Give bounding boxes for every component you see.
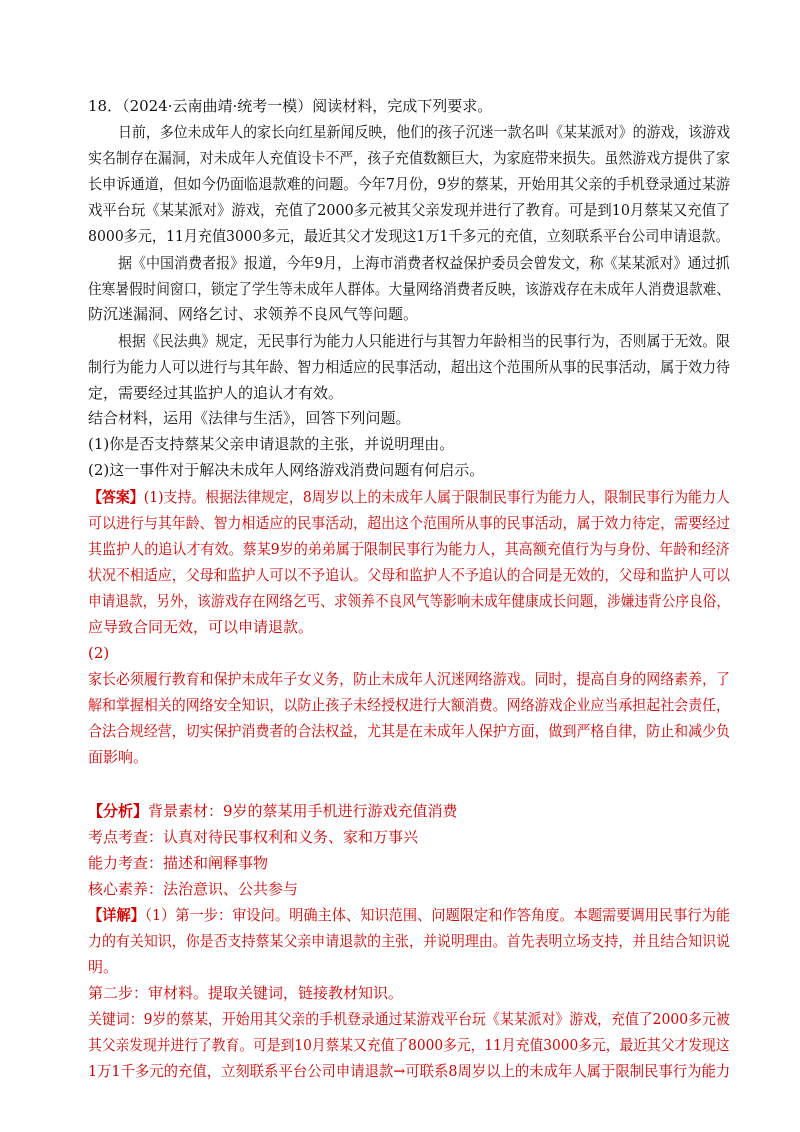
material-line: 定，需要经过其监护人的追认才有效。	[88, 384, 344, 402]
material-line: 制行为能力人可以进行与其年龄、智力相适应的民事活动，超出这个范围所从事的民事活动，属于效力待	[88, 358, 730, 376]
material-line: 防沉迷漏洞、网络乞讨、求领养不良风气等问题。	[88, 305, 419, 323]
analysis-line	[88, 801, 458, 821]
answer-line: 解和掌握相关的网络安全知识，以防止孩子未经授权进行大额消费。网络游戏企业应当承担起社会责任，	[88, 696, 730, 714]
material-line: 长申诉通道，但如今仍面临退款难的问题。今年7月份，9岁的蔡某，开始用其父亲的手机登录通过某游	[88, 175, 731, 193]
answer-line: 其监护人的追认才有效。蔡某9岁的弟弟属于限制民事行为能力人，其高额充值行为与身份、年龄和经济	[88, 540, 730, 558]
analysis-background: 背景素材：9岁的蔡某用手机进行游戏充值消费	[148, 802, 458, 820]
detail-step2: 第二步：审材料。提取关键词，链接教材知识。	[88, 984, 404, 1002]
detail-keywords-line: 1万1千多元的充值，立刻联系平台公司申请退款→可联系8周岁以上的未成年人属于限制民事行为能力	[88, 1062, 731, 1080]
material-line: 戏平台玩《某某派对》游戏，充值了2000多元被其父亲发现并进行了教育。可是到10月蔡某又充值了	[88, 201, 731, 219]
answer-line: 状况不相适应，父母和监护人可以不予追认。父母和监护人不予追认的合同是无效的，父母和监护人可以	[88, 566, 730, 584]
material-line: 8000多元，11月充值3000多元，最近其父才发现这1万1千多元的充值，立刻联系平台公司申请退款。	[88, 227, 730, 245]
answer-line: 申请退款，另外，该游戏存在网络乞丐、求领养不良风气等影响未成年健康成长问题，涉嫌违背公序良俗，	[88, 592, 730, 610]
analysis-nengli: 能力考查：描述和阐释事物	[88, 854, 269, 872]
material-line: 实名制存在漏洞，对未成年人充值设卡不严，孩子充值数额巨大，为家庭带来损失。虽然游戏方提供了家	[88, 149, 730, 167]
detail-line: 力的有关知识，你是否支持蔡某父亲申请退款的主张，并说明理由。首先表明立场支持，并且结合知识说	[88, 932, 730, 950]
detail-keywords-line: 关键词：9岁的蔡某，开始用其父亲的手机登录通过某游戏平台玩《某某派对》游戏，充值了2000多元被	[88, 1010, 730, 1028]
answer-part2-label: (2)	[88, 644, 110, 662]
material-line: 根据《民法典》规定，无民事行为能力人只能进行与其智力年龄相当的民事行为，否则属于无效。限	[118, 332, 731, 350]
answer-line-1	[88, 487, 730, 507]
answer-line: 家长必须履行教育和保护未成年子女义务，防止未成年人沉迷网络游戏。同时，提高自身的网络素养，了	[88, 670, 730, 688]
sub-question-2: (2)这一事件对于解决未成年人网络游戏消费问题有何启示。	[88, 461, 485, 479]
answer-line: 面影响。	[88, 748, 149, 766]
answer-line: 合法合规经营，切实保护消费者的合法权益，尤其是在未成年人保护方面，做到严格自律，防止和减少负	[88, 722, 730, 740]
material-line: 日前，多位未成年人的家长向红星新闻反映，他们的孩子沉迷一款名叫《某某派对》的游戏，该游戏	[118, 123, 731, 141]
question-header: 18．（2024·云南曲靖·统考一模）阅读材料，完成下列要求。	[88, 97, 493, 115]
detail-text: （1）第一步：审设问。明确主体、知识范围、问题限定和作答角度。本题需要调用民事行为能	[144, 906, 731, 924]
analysis-kaodian: 考点考查：认真对待民事权利和义务、家和万事兴	[88, 828, 419, 846]
answer-line: 应导致合同无效，可以申请退款。	[88, 618, 314, 636]
question-prompt: 结合材料，运用《法律与生活》，回答下列问题。	[88, 409, 411, 427]
analysis-suyang: 核心素养：法治意识、公共参与	[88, 880, 299, 898]
answer-line: 可以进行与其年龄、智力相适应的民事活动，超出这个范围所从事的民事活动，属于效力待定，需要经过	[88, 514, 730, 532]
answer-tag: 【答案】	[88, 488, 144, 506]
detail-tag: 【详解】	[88, 906, 145, 924]
material-line: 据《中国消费者报》报道，今年9月，上海市消费者权益保护委员会曾发文，称《某某派对》通过抓	[118, 254, 730, 272]
material-line: 住寒暑假时间窗口，锁定了学生等未成年人群体。大量网络消费者反映，该游戏存在未成年人消费退款难、	[88, 280, 730, 298]
analysis-tag: 【分析】	[88, 802, 149, 820]
detail-line-1	[88, 905, 730, 925]
detail-line: 明。	[88, 958, 119, 976]
answer-text: (1)支持。根据法律规定，8周岁以上的未成年人属于限制民事行为能力人，限制民事行为能力人	[143, 488, 730, 506]
detail-keywords-line: 其父亲发现并进行了教育。可是到10月蔡某又充值了8000多元，11月充值3000多元，最近其父才发现这	[88, 1036, 730, 1054]
sub-question-1: (1)你是否支持蔡某父亲申请退款的主张，并说明理由。	[88, 435, 455, 453]
